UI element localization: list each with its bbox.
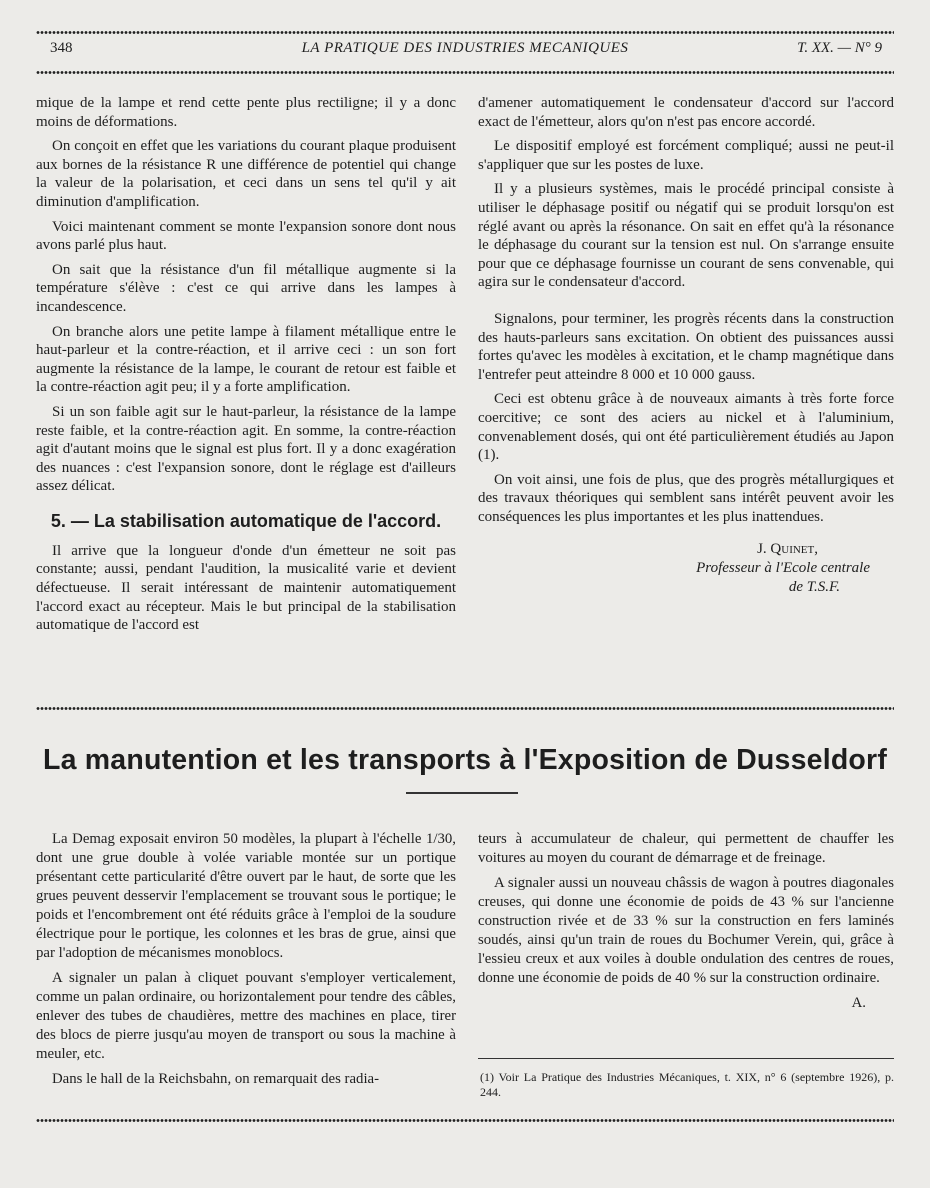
article1-left-column xyxy=(36,94,456,641)
paragraph: Il arrive que la longueur d'onde d'un émetteur ne soit pas constante; aussi, pendant l'audition, la musicalité varie et devient défectueuse. Il serait intéressant de maintenir automatiquement l'accord exact au récepteur. Mais le but principal de la stabilisation automatique de l'accord est xyxy=(36,542,456,634)
author-school: de T.S.F. xyxy=(788,578,840,595)
paragraph: On sait que la résistance d'un fil métallique augmente si la température s'élève : c'est ce qui arrive dans les lampes à incandescence. xyxy=(36,261,456,315)
top-dotted-rule xyxy=(36,30,894,35)
footnote: (1) Voir La Pratique des Industries Mécaniques, t. XIX, n° 6 (septembre 1926), p. 244. xyxy=(480,1070,894,1099)
section-dotted-rule xyxy=(36,706,894,711)
header-dotted-rule xyxy=(36,70,894,75)
paragraph: La Demag exposait environ 50 modèles, la plupart à l'échelle 1/30, dont une grue double à volée variable montée sur un portique présentant cette particularité d'être ouvert par le haut, de sorte que les grues peuvent desservir l'emplacement se trouvant sous le portique; le poids et l'encombrement ont été réduits grâce à l'emploi de la soudure électrique pour le portique, les colonnes et les bras de grue, ainsi que par l'adoption de mécanismes monoblocs. xyxy=(36,831,456,961)
author-role: Professeur à l'Ecole centrale xyxy=(696,560,870,577)
article-signoff: A. xyxy=(851,995,866,1011)
article-title: La manutention et les transports à l'Exposition de Dusseldorf xyxy=(42,744,888,776)
running-header xyxy=(36,40,894,64)
paragraph: Dans le hall de la Reichsbahn, on remarquait des radia- xyxy=(52,1071,380,1087)
title-underline xyxy=(406,792,518,794)
author-name: J. Quinet, xyxy=(757,541,818,558)
paragraph: Si un son faible agit sur le haut-parleur, la résistance de la lampe reste faible, et la contre-réaction agit. En somme, la contre-réaction agit d'autant moins que le signal est plus fort. Il y a donc exagération des nuances : c'est l'expansion sonore, dont le réglage est d'ailleurs assez délicat. xyxy=(36,403,456,495)
paragraph: teurs à accumulateur de chaleur, qui permettent de chauffer les voitures au moyen du courant de démarrage et de freinage. xyxy=(478,831,894,866)
bottom-dotted-rule xyxy=(36,1118,894,1123)
paragraph: A signaler un palan à cliquet pouvant s'employer verticalement, comme un palan ordinaire, ou horizontalement pour tendre des câbles, enlever des tubes de chaudières, mettre des machines en place, tirer des blocs de pierre jusqu'au moyen de transport ou sous la machine à meuler, etc. xyxy=(36,970,456,1062)
paragraph: On conçoit en effet que les variations du courant plaque produisent aux bornes de la résistance R une différence de potentiel qui change la valeur de la polarisation, et ceci dans un sens tel qu'il y ait diminution d'amplification. xyxy=(36,138,456,210)
paragraph: On voit ainsi, une fois de plus, que des progrès métallurgiques et des travaux théoriques qui semblent sans intérêt peuvent avoir les conséquences les plus importantes et les plus inattendues. xyxy=(478,471,894,525)
paragraph: Signalons, pour terminer, les progrès récents dans la construction des hauts-parleurs sans excitation. On obtient des puissances aussi fortes qu'avec les modèles à excitation, et le champ magnétique dans l'entrefer peut atteindre 8 000 et 10 000 gauss. xyxy=(478,310,894,383)
paragraph: A signaler aussi un nouveau châssis de wagon à poutres diagonales creuses, qui donne une économie de poids de 43 % sur l'ancienne construction rivée et de 33 % sur la construction en fers laminés soudés, ainsi qu'un train de roues du Bochumer Verein, qui, grâce à l'essieu creux et aux voiles à double ondulation des centres de roues, donne une économie de poids de 40 % sur la construction ordinaire. xyxy=(478,875,894,986)
section-heading: 5. — La stabilisation automatique de l'accord. xyxy=(50,510,442,531)
paragraph: Il y a plusieurs systèmes, mais le procédé principal consiste à utiliser le déphasage positif ou négatif qui se produit lorsqu'on est réglé avant ou après la résonance. On sait en effet qu'à la résonance le déphasage du courant sur la tension est nul. On s'arrange ensuite pour que ce déphasage fournisse un courant de sens convenable, qui agira sur le condensateur d'accord. xyxy=(478,181,894,291)
paragraph: Ceci est obtenu grâce à de nouveaux aimants à très forte force coercitive; ce sont des aciers au nickel et à l'aluminium, convenablement dosés, qui ont été particulièrement étudiés au Japon (1). xyxy=(478,391,894,464)
paragraph: d'amener automatiquement le condensateur d'accord sur l'accord exact de l'émetteur, alors qu'on n'est pas encore accordé. xyxy=(478,95,894,130)
paragraph: Le dispositif employé est forcément compliqué; aussi ne peut-il s'appliquer que sur les postes de luxe. xyxy=(478,138,894,173)
volume-number: T. XX. — N° 9 xyxy=(797,40,882,56)
paragraph: mique de la lampe et rend cette pente plus rectiligne; il y a donc moins de déformations. xyxy=(36,95,456,130)
article2-left-column xyxy=(36,830,456,1095)
journal-title: LA PRATIQUE DES INDUSTRIES MECANIQUES xyxy=(301,40,629,56)
page-number: 348 xyxy=(50,40,73,56)
footnote-rule xyxy=(478,1058,894,1059)
author-signature xyxy=(478,540,894,596)
paragraph: On branche alors une petite lampe à filament métallique entre le haut-parleur et la contre-réaction, et il arrive ceci : un son fort augmente la résistance de la lampe, le courant de retour est faible et la contre-réaction agit peu; il y a forte amplification. xyxy=(36,323,456,396)
article1-right-column xyxy=(478,94,894,596)
paragraph: Voici maintenant comment se monte l'expansion sonore dont nous avons parlé plus haut. xyxy=(36,218,456,254)
article2-right-column xyxy=(478,830,894,1013)
